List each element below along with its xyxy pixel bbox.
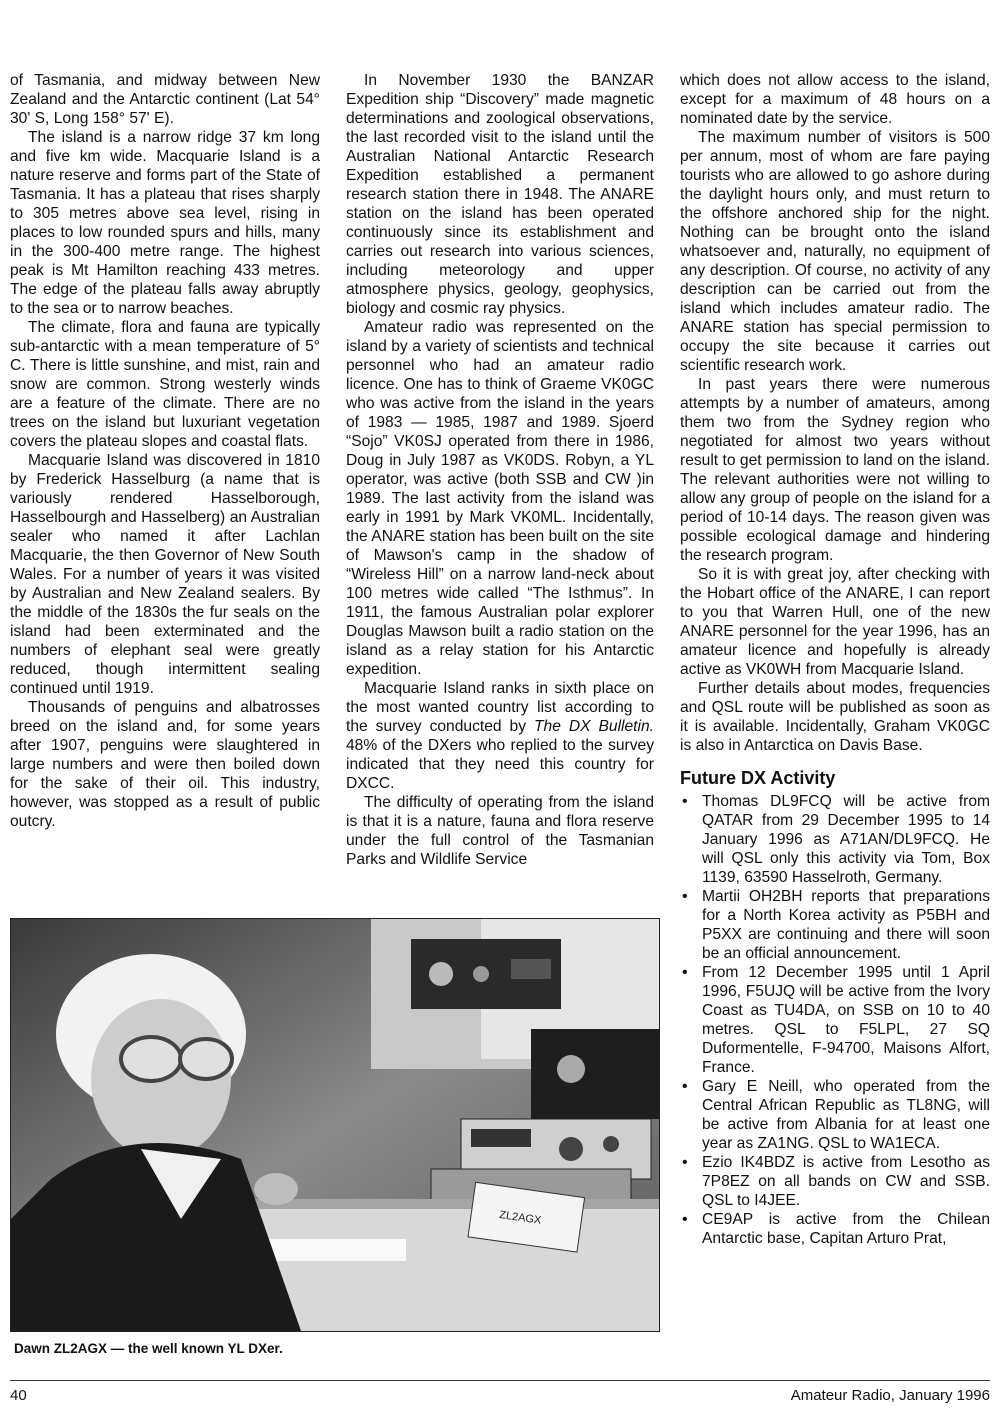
paragraph: which does not allow access to the island, except for a maximum of 48 hours on a nominated date by the service. [680,72,990,127]
paragraph: Further details about modes, frequencies and QSL route will be published as soon as it is available. Incidentally, Graham VK0GC is also in Antarctica on Davis Base. [680,680,990,754]
publication-footer: Amateur Radio, January 1996 [790,1387,990,1404]
column-1 [10,71,320,831]
paragraph [346,679,654,793]
list-item: • Gary E Neill, who operated from the Central African Republic as TL8NG, will be active from Albania for at least one year as ZA1NG. QSL to WA1ECA. [680,1077,990,1153]
paragraph: Macquarie Island was discovered in 1810 by Frederick Hasselburg (a name that is variously rendered Hasselborough, Hasselbourgh and Hasselberg) an Australian sealer who named it after Lachlan Macquarie, the then Governor of New South Wales. For a number of years it was visited by Australian and New Zealand sealers. By the middle of the 1830s the fur seals on the island had been exterminated and the numbers of elephant seal were greatly reduced, though intermittent sealing continued until 1919. [10,452,320,697]
paragraph: The island is a narrow ridge 37 km long and five km wide. Macquarie Island is a nature reserve and forms part of the State of Tasmania. It has a plateau that rises sharply to 305 metres above sea level, rising in places to low rounded spurs and hills, many in the 300-400 metre range. The highest peak is Mt Hamilton reaching 433 metres. The edge of the plateau falls away abruptly to the sea or to narrow beaches. [10,129,320,317]
paragraph: In November 1930 the BANZAR Expedition ship “Discovery” made magnetic determinations and zoological observations, the last recorded visit to the island until the Australian National Antarctic Research Expedition established a permanent research station there in 1948. The ANARE station on the island has been operated continuously since its establishment and carries out research into various sciences, including meteorology and upper atmosphere physics, geology, geophysics, biology and cosmic ray physics. [346,72,654,317]
paragraph: of Tasmania, and midway between New Zealand and the Antarctic continent (Lat 54° 30' S, Long 158° 57' E). [10,72,320,127]
qsl-card-callsign: ZL2AGX [498,1209,542,1227]
list-item: • CE9AP is active from the Chilean Antarctic base, Capitan Arturo Prat, [680,1210,990,1248]
dx-activity-list [680,792,990,1248]
section-heading: Future DX Activity [680,768,836,788]
paragraph: Thousands of penguins and albatrosses breed on the island and, for some years after 1907, penguins were slaughtered in large numbers and were then boiled down for the sake of their oil. This industry, however, was stopped as a result of public outcry. [10,699,320,830]
footer-rule [10,1380,990,1381]
list-item: • Thomas DL9FCQ will be active from QATAR from 29 December 1995 to 14 January 1996 as A71AN/DL9FCQ. He will QSL only this activity via Tom, Box 1139, 63590 Hasselroth, Germany. [680,792,990,887]
paragraph: In past years there were numerous attempts by a number of amateurs, among them two from the Sydney region who negotiated for almost two years without result to get permission to land on the island. The relevant authorities were not willing to allow any group of people on the island for a period of 10-14 days. The reason given was possible ecological damage and hindering the research program. [680,376,990,564]
publication-title: The DX Bulletin. [534,718,654,735]
photo-caption: Dawn ZL2AGX — the well known YL DXer. [14,1341,283,1356]
photo-illustration [11,919,659,1331]
paragraph: The difficulty of operating from the island is that it is a nature, fauna and flora reserve under the full control of the Tasmanian Parks and Wildlife Service [346,794,654,868]
list-item: • Martii OH2BH reports that preparations for a North Korea activity as P5BH and P5XX are continuing and there will soon be an official announcement. [680,887,990,963]
text-run: 48% of the DXers who replied to the survey indicated that they need this country for DXCC. [346,737,654,792]
column-3 [680,71,990,1248]
list-item: • Ezio IK4BDZ is active from Lesotho as 7P8EZ on all bands on CW and SSB. QSL to I4JEE. [680,1153,990,1210]
text-run: Macquarie Island ranks in sixth place on the most wanted country list according to the survey conducted by [346,680,654,735]
page-number: 40 [10,1387,27,1404]
column-2 [346,71,654,869]
paragraph: Amateur radio was represented on the island by a variety of scientists and technical personnel who had an amateur radio licence. One has to think of Graeme VK0GC who was active from the island in the years of 1983 — 1985, 1987 and 1989. Sjoerd “Sojo” VK0SJ operated from there in 1986, Doug in July 1987 as VK0DS. Robyn, a YL operator, was active (both SSB and CW )in 1989. The last activity from the island was early in 1991 by Mark VK0ML. Incidentally, the ANARE station has been built on the site of Mawson's camp in the shadow of “Wireless Hill” on a narrow land-neck about 100 metres wide called “The Isthmus”. In 1911, the famous Australian polar explorer Douglas Mawson built a radio station on the island as a relay station for his Antarctic expedition. [346,319,654,678]
paragraph: The maximum number of visitors is 500 per annum, most of whom are fare paying tourists who are allowed to go ashore during the daylight hours only, and must return to the offshore anchored ship for the night. Nothing can be brought onto the island whatsoever and, naturally, no equipment of any description. Of course, no activity of any description can be carried out from the island which includes amateur radio. The ANARE station has special permission to occupy the site because it carries out scientific research work. [680,129,990,374]
operator-photo [10,918,660,1332]
paragraph: So it is with great joy, after checking with the Hobart office of the ANARE, I can report to you that Warren Hull, one of the new ANARE personnel for the year 1996, has an amateur licence and hopefully is already active as VK0WH from Macquarie Island. [680,566,990,678]
paragraph: The climate, flora and fauna are typically sub-antarctic with a mean temperature of 5° C. There is little sunshine, and mist, rain and snow are common. Strong westerly winds are a feature of the climate. There are no trees on the island but luxuriant vegetation covers the plateau slopes and coastal flats. [10,319,320,450]
list-item: • From 12 December 1995 until 1 April 1996, F5UJQ will be active from the Ivory Coast as TU4DA, on SSB on 10 to 40 metres. QSL to F5LPL, 27 SQ Duformentelle, F-94700, Maisons Alfort, France. [680,963,990,1077]
